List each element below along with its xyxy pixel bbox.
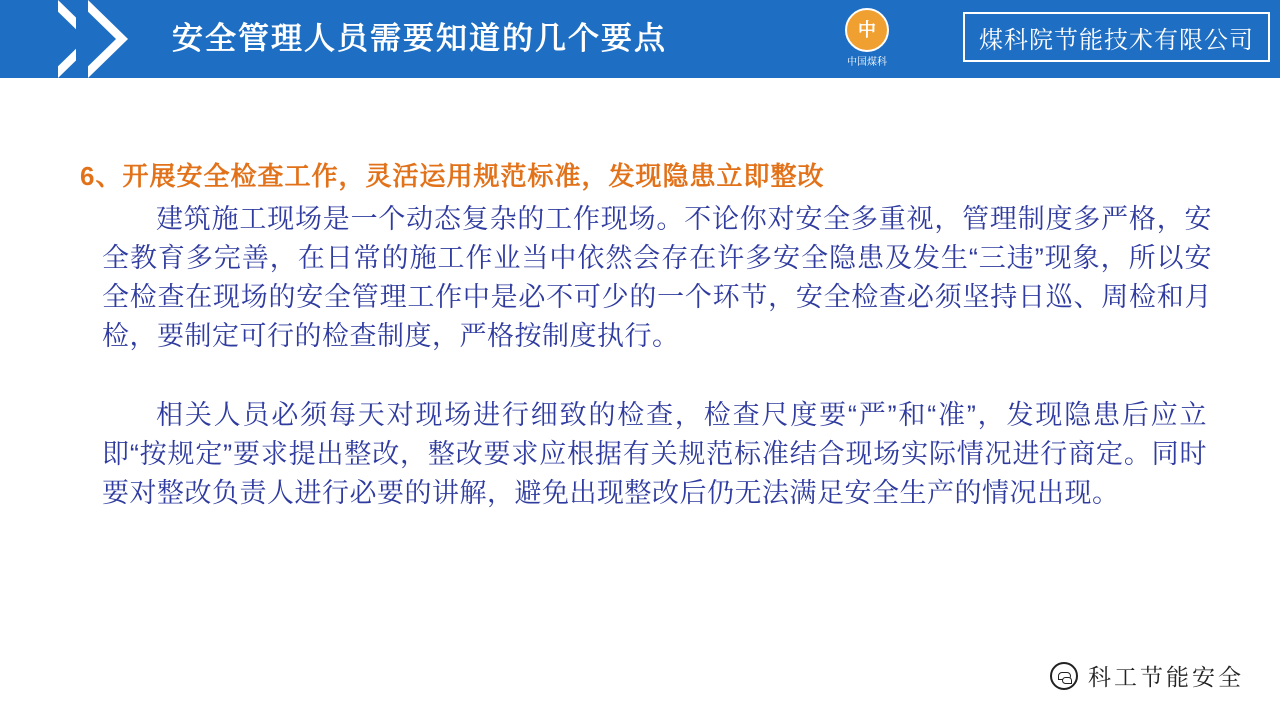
watermark-label: 科工节能安全 — [1088, 664, 1244, 690]
chevron-decoration-icon — [0, 0, 150, 78]
logo-caption: 中国煤科 — [847, 57, 887, 68]
body-paragraph-2 — [102, 396, 1207, 513]
body-paragraph-1 — [102, 200, 1212, 356]
slide-body — [0, 78, 1280, 720]
section-heading: 6、开展安全检查工作，灵活运用规范标准，发现隐患立即整改 — [80, 161, 825, 191]
wechat-icon — [1050, 662, 1078, 690]
slide-header — [0, 0, 1280, 78]
paragraph-text: 建筑施工现场是一个动态复杂的工作现场。不论你对安全多重视，管理制度多严格，安全教育多完善，在日常的施工作业当中依然会存在许多安全隐患及发生“三违”现象，所以安全检查在现场的安全管理工作中是必不可少的一个环节，安全检查必须坚持日巡、周检和月检，要制定可行的检查制度，严格按制度执行。 — [102, 204, 1212, 351]
coal-science-logo-icon — [845, 8, 889, 52]
company-name: 煤科院节能技术有限公司 — [979, 26, 1254, 54]
watermark — [1050, 659, 1244, 692]
company-name-box — [963, 12, 1270, 62]
logo-mark: 中 — [858, 20, 876, 40]
paragraph-text: 相关人员必须每天对现场进行细致的检查，检查尺度要“严”和“准”，发现隐患后应立即“按规定”要求提出整改，整改要求应根据有关规范标准结合现场实际情况进行商定。同时要对整改负责人进行必要的讲解，避免出现整改后仍无法满足安全生产的情况出现。 — [102, 400, 1207, 508]
company-logo — [836, 8, 898, 70]
page-title: 安全管理人员需要知道的几个要点 — [172, 21, 667, 56]
